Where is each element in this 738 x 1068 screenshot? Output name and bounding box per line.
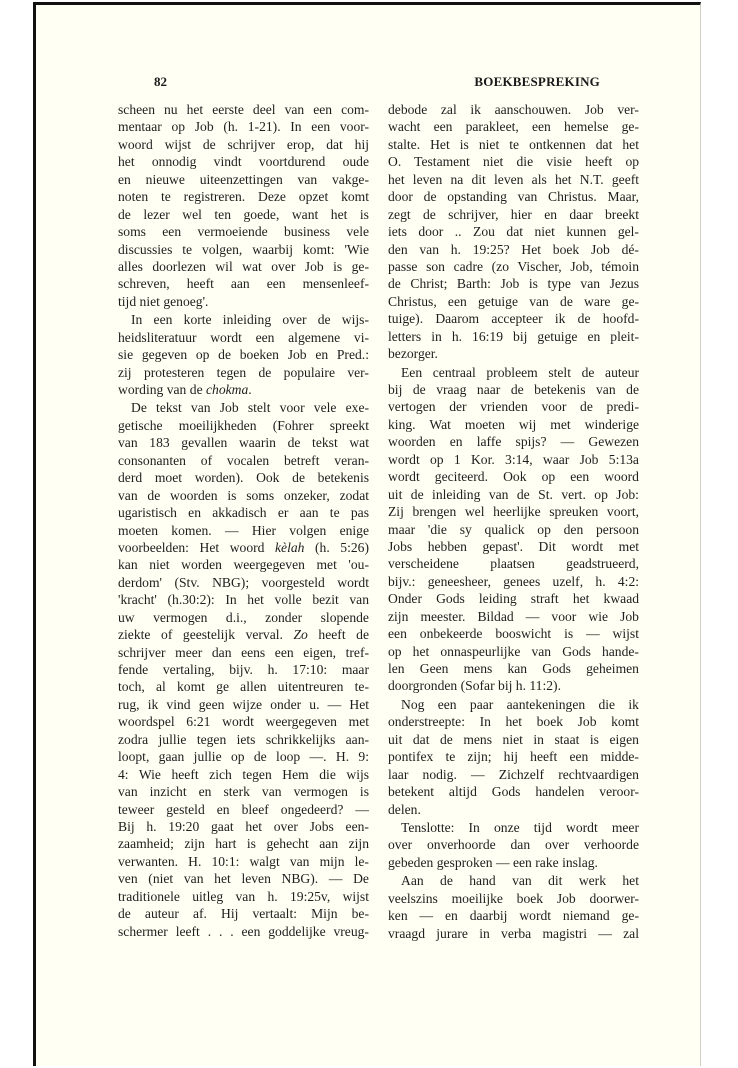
text-line: verwanten. H. 10:1: walgt van mijn le-: [118, 853, 369, 869]
text-line: len Geen mens kan Gods geheimen: [388, 661, 639, 676]
text-line: maar 'die sy qualick op den persoon: [388, 521, 639, 537]
italic-term: Zo: [293, 627, 308, 643]
page-number: 82: [154, 74, 167, 89]
text-line: Jobs hebben gepast'. Dit wordt met: [388, 538, 639, 554]
text-line: op het onnaspeurlijke van Gods hande-: [388, 643, 639, 659]
text-line: woordspel 6:21 wordt weergegeven met: [118, 714, 369, 730]
text-line: gebeden gesproken — een rake inslag.: [388, 854, 598, 870]
text-line: Christus, een getuige van de ware ge-: [388, 293, 639, 309]
text-line: Zij brengen wel heerlijke spreuken voort,: [388, 504, 639, 520]
text-line: alles doorlezen wil wat over Job is ge-: [118, 258, 369, 274]
text-line: wording van de chokma.: [118, 382, 252, 397]
italic-term: chokma: [206, 382, 249, 397]
text-line: uw vermogen d.i., zonder slopende: [118, 609, 369, 625]
paragraph: [388, 696, 639, 818]
text-line: ugaristisch en akkadisch er aan te pas: [118, 505, 369, 521]
text-line: de auteur af. Hij vertaalt: Mijn be-: [118, 906, 369, 922]
text-line: scheen nu het eerste deel van een com-: [118, 102, 369, 117]
text-line: derdom' (Stv. NBG); voorgesteld wordt: [118, 574, 369, 590]
text-line: zaamheid; zijn hart is gehecht aan zijn: [118, 836, 369, 852]
text-column-right: [388, 101, 639, 943]
text-line: wordt op 1 Kor. 3:14, waar Job 5:13a: [388, 451, 639, 467]
text-line: zodra jullie tegen iets schrikkelijks aan-: [118, 731, 369, 747]
text-line: teweer gesteld en bleef ongedeerd? —: [118, 801, 369, 817]
text-line: een onbekeerde booswicht is — wijst: [388, 626, 639, 642]
text-line: de Christ; Barth: Job is type van Jezus: [388, 276, 639, 292]
text-line: delen.: [388, 801, 421, 817]
paragraph: [388, 872, 639, 942]
text-line: passe son cadre (zo Vischer, Job, témoin: [388, 258, 639, 274]
text-line: uit de inleiding van de St. vert. op Job:: [388, 486, 639, 502]
text-line: vertogen der vrienden voor de predi-: [388, 399, 639, 415]
text-line: derd moet worden). Ook de betekenis: [118, 470, 369, 486]
text-line: ziekte of geestelijk verval. Zo heeft de: [118, 627, 369, 643]
text-line: Tenslotte: In onze tijd wordt meer: [401, 819, 639, 835]
text-line: schrijver meer dan eens een eigen, tref-: [118, 644, 369, 660]
text-line: woord wijst de schrijver erop, dat hij: [118, 136, 369, 152]
text-line: door de opstanding van Christus. Maar,: [388, 189, 639, 205]
text-line: Nog een paar aantekeningen die ik: [401, 696, 639, 712]
paragraph: [388, 101, 639, 363]
text-line: sie gegeven op de boeken Job en Pred.:: [118, 347, 369, 363]
text-column-left: [118, 101, 369, 941]
text-line: 4: Wie heeft zich tegen Hem die wijs: [118, 766, 369, 782]
text-line: discussies te volgen, waarbij komt: 'Wie: [118, 241, 369, 257]
text-line: fende vertaling, bijv. h. 17:10: maar: [118, 662, 369, 677]
text-line: ven (niet van het leven NBG). — De: [118, 871, 369, 887]
text-line: zijn meester. Bildad — voor wie Job: [388, 608, 639, 624]
paragraph: [388, 819, 639, 871]
paragraph: [388, 364, 639, 695]
text-line: bij de vraag naar de betekenis van de: [388, 382, 639, 397]
text-line: onderstreepte: In het boek Job komt: [388, 714, 639, 730]
text-line: van 183 gevallen waarin de tekst wat: [118, 435, 369, 451]
text-line: pontifex te zijn; hij heeft een midde-: [388, 749, 639, 765]
text-line: ken — en daarbij wordt niemand ge-: [388, 908, 639, 924]
text-line: laar nodig. — Zichzelf rechtvaardigen: [388, 766, 639, 782]
text-line: en nieuwe uiteenzettingen van vakge-: [118, 171, 369, 187]
text-line: debode zal ik aanschouwen. Job ver-: [388, 102, 639, 117]
text-line: letters in h. 16:19 bij getuige en pleit-: [388, 328, 639, 344]
text-line: traditionele uitleg van h. 19:25v, wijst: [118, 888, 369, 904]
text-line: den van h. 19:25? Het boek Job dé-: [388, 241, 639, 257]
text-line: de lezer wel ten goede, want het is: [118, 206, 369, 222]
text-line: 'kracht' (h.30:2): In het volle bezit van: [118, 592, 369, 608]
text-line: wordt geciteerd. Ook op een woord: [388, 469, 639, 485]
text-line: het leven na dit leven als het N.T. geeft: [388, 171, 639, 187]
text-line: bezorger.: [388, 346, 438, 362]
text-line: vraagd jurare in verba magistri — zal: [388, 925, 639, 941]
text-line: stalte. Het is niet te ontkennen dat het: [388, 136, 639, 152]
text-line: schreven, heeft aan een mensenleef-: [118, 276, 369, 292]
text-line: noten te registreren. Deze opzet komt: [118, 189, 369, 205]
text-line: Aan de hand van dit werk het: [401, 873, 639, 889]
text-line: van de woorden is soms onzeker, zodat: [118, 487, 369, 503]
text-line: uit dat de mens niet in staat is eigen: [388, 731, 639, 747]
text-line: Onder Gods leiding straft het kwaad: [388, 591, 639, 607]
text-line: wacht een parakleet, een hemelse ge-: [388, 119, 639, 135]
text-line: kan niet worden weergegeven met 'ou-: [118, 557, 369, 573]
paragraph: [118, 101, 369, 310]
text-line: over onverhoorde dan over verhoorde: [388, 837, 639, 853]
text-line: veelszins moeilijke boek Job doorwer-: [388, 890, 639, 906]
text-line: verscheidene plaatsen geadstrueerd,: [388, 556, 639, 572]
text-line: woorden en laffe spijs? — Gewezen: [388, 434, 639, 450]
text-line: consonanten of vocalen betreft veran-: [118, 452, 369, 468]
text-line: voorbeelden: Het woord kèlah (h. 5:26): [118, 539, 369, 555]
text-line: doorgronden (Sofar bij h. 11:2).: [388, 678, 561, 694]
text-line: O. Testament niet die visie heeft op: [388, 154, 639, 170]
text-line: In een korte inleiding over de wijs-: [131, 312, 369, 328]
text-line: soms een vermoeiende business vele: [118, 224, 369, 240]
text-line: bijv.: geneesheer, genees uzelf, h. 4:2:: [388, 573, 639, 589]
text-line: heidsliteratuur wordt een algemene vi-: [118, 329, 369, 345]
text-line: getische moeilijkheden (Fohrer spreekt: [118, 417, 369, 433]
text-line: rug, ik vind geen wijze onder u. — Het: [118, 696, 369, 712]
text-line: loopt, gaan jullie op de loop —. H. 9:: [118, 749, 369, 765]
text-line: tijd niet genoeg'.: [118, 293, 209, 309]
paragraph: [118, 399, 369, 940]
running-title: BOEKBESPREKING: [474, 74, 600, 89]
italic-term: kèlah: [275, 539, 305, 555]
text-line: betekent altijd Gods handelen veroor-: [388, 784, 639, 800]
text-line: Bij h. 19:20 gaat het over Jobs een-: [118, 818, 369, 834]
text-line: schermer leeft . . . een goddelijke vreug-: [118, 923, 369, 939]
text-line: het onnodig vindt voortdurend oude: [118, 154, 369, 170]
text-line: king. Wat moeten wij met winderige: [388, 416, 639, 432]
text-line: Een centraal probleem stelt de auteur: [401, 364, 639, 380]
text-line: tuige). Daarom accepteer ik de hoofd-: [388, 311, 639, 327]
text-line: toch, al komt ge allen uitentreuren te-: [118, 679, 369, 695]
text-line: De tekst van Job stelt voor vele exe-: [131, 400, 369, 416]
text-line: zegt de schrijver, hier en daar breekt: [388, 206, 639, 222]
text-line: zij protesteren tegen de populaire ver-: [118, 364, 369, 380]
text-line: moeten komen. — Hier volgen enige: [118, 522, 369, 538]
paragraph: [118, 311, 369, 398]
text-line: van inzicht en sterk van vermogen is: [118, 784, 369, 800]
text-line: mentaar op Job (h. 1-21). In een voor-: [118, 119, 369, 135]
text-line: iets door .. Zou dat niet kunnen gel-: [388, 224, 639, 240]
